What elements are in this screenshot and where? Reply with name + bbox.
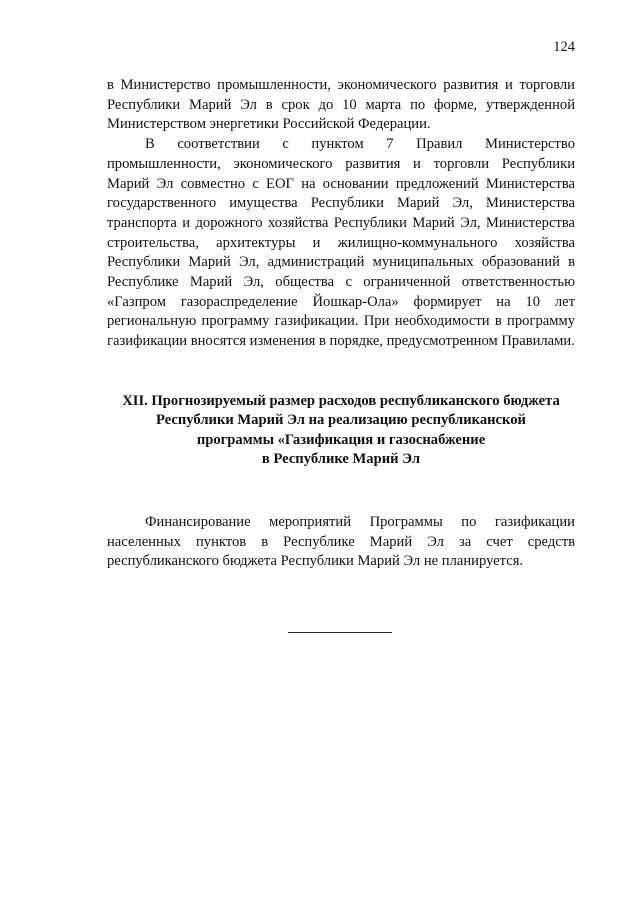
main-text: [107, 76, 575, 352]
end-of-text-rule: [288, 632, 392, 633]
section-body: [107, 513, 575, 572]
section-heading: [107, 392, 575, 469]
paragraph-rules: В соответствии с пунктом 7 Правил Министерство промышленности, экономического развития и торговли Республики Марий Эл совместно с ЕОГ на основании предложений Министерства государственного имущества Республики Марий Эл, Министерства транспорта и дорожного хозяйства Республики Марий Эл, Министерства строительства, архитектуры и жилищно-коммунального хозяйства Республики Марий Эл, администраций муниципальных образований в Республике Марий Эл, общества с ограниченной ответственностью «Газпром газораспределение Йошкар-Ола» формирует на 10 лет региональную программу газификации. При необходимости в программу газификации вносятся изменения в порядке, предусмотренном Правилами.: [107, 136, 575, 350]
paragraph-continuation: в Министерство промышленности, экономического развития и торговли Республики Марий Эл в срок до 10 марта по форме, утвержденной Министерством энергетики Российской Федерации.: [107, 77, 575, 133]
paragraph-financing: Финансирование мероприятий Программы по газификации населенных пунктов в Республике Марий Эл за счет средств республиканского бюджета Республики Марий Эл не планируется.: [107, 514, 575, 570]
section-heading-line: Республики Марий Эл на реализацию республиканской: [156, 412, 526, 429]
page-number: 124: [553, 39, 575, 55]
section-heading-line: XII. Прогнозируемый размер расходов республиканского бюджета: [122, 393, 560, 409]
section-heading-line: программы «Газификация и газоснабжение: [196, 431, 486, 448]
section-heading-line: в Республике Марий Эл: [261, 450, 421, 467]
